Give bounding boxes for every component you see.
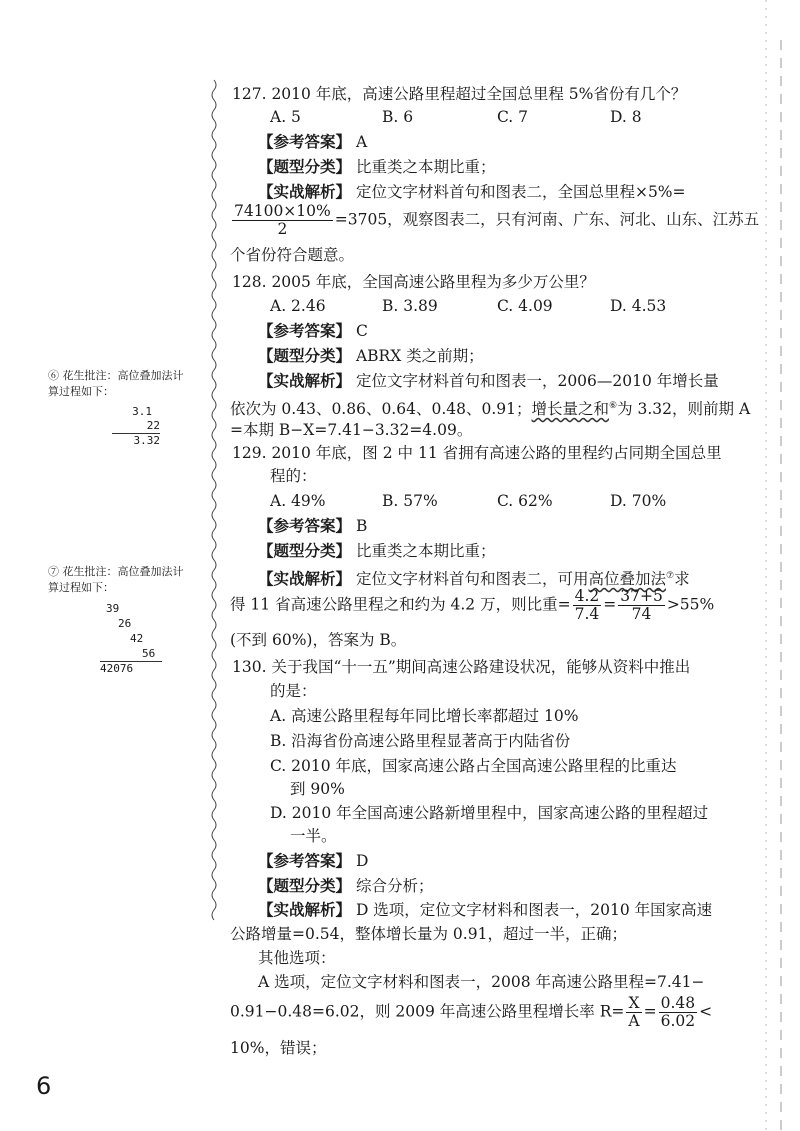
- fraction-denominator: 6.02: [660, 1012, 696, 1030]
- q129-analysis-line1-pre: 定位文字材料首句和图表二，可用: [355, 570, 589, 589]
- q128-type: ABRX 类之前期；: [355, 347, 484, 365]
- q128-analysis-line2-pre: 依次为 0.43、0.86、0.64、0.48、0.91；: [230, 400, 532, 419]
- q130-stem-line2: 的是：: [270, 682, 317, 700]
- q130-other-label: 其他选项：: [258, 949, 336, 967]
- note-ref-7: ⑦: [665, 571, 675, 581]
- q129-fraction-2: [618, 588, 665, 623]
- q130-analysis-row: [258, 900, 712, 920]
- q128-analysis-line2-post: 为 3.32，则前期 A: [617, 400, 751, 419]
- q130-a-line2-post: <: [699, 1002, 713, 1021]
- q129-stem-line2: 程的：: [270, 467, 317, 485]
- q129-stem-line1: 129. 2010 年底，图 2 中 11 省拥有高速公路的里程约占同期全国总里: [232, 444, 722, 462]
- page-number: 6: [36, 1072, 52, 1100]
- analysis-label: 【实战解析】: [258, 371, 352, 390]
- q128-option-d: D. 4.53: [610, 297, 667, 315]
- margin-wavy-divider: [212, 80, 216, 920]
- side-note-7-title2: 算过程如下：: [48, 581, 114, 594]
- q130-answer-row: [258, 851, 368, 871]
- q130-option-c-line2: 到 90%: [290, 780, 345, 798]
- q130-type-row: [258, 876, 433, 896]
- q129-analysis-row: [258, 566, 690, 589]
- q127-fraction: [232, 203, 333, 238]
- q127-analysis-line1: 定位文字材料首句和图表二，全国总里程×5%=: [355, 183, 686, 201]
- side-note-7-title: ⑦ 花生批注：高位叠加法计: [48, 565, 184, 578]
- q129-type: 比重类之本期比重；: [355, 542, 496, 560]
- q127-analysis-row: [258, 182, 686, 202]
- side-note-6-calc-2: 22: [146, 419, 160, 432]
- q127-option-b: B. 6: [382, 108, 414, 126]
- q129-answer: B: [355, 517, 368, 535]
- q128-type-row: [258, 346, 484, 366]
- q129-type-row: [258, 541, 495, 561]
- q128-option-c: C. 4.09: [497, 297, 553, 315]
- q130-fraction-1: [626, 995, 641, 1030]
- q128-analysis-row: [258, 371, 719, 391]
- q129-option-a: A. 49%: [270, 492, 326, 510]
- analysis-label: 【实战解析】: [258, 900, 352, 919]
- q127-type: 比重类之本期比重；: [355, 158, 496, 176]
- q130-answer: D: [355, 852, 369, 870]
- q130-type: 综合分析；: [355, 877, 434, 895]
- fraction-denominator: A: [628, 1012, 640, 1030]
- q128-option-b: B. 3.89: [382, 297, 438, 315]
- q128-option-a: A. 2.46: [270, 297, 326, 315]
- equals-sign: =: [643, 1002, 657, 1021]
- fraction-numerator: 37+5: [620, 587, 663, 605]
- q130-option-c-line1: C. 2010 年底，国家高速公路占全国高速公路里程的比重达: [270, 757, 677, 775]
- side-note-7-calc-1: 39: [106, 602, 120, 615]
- fraction-denominator: 74: [631, 605, 652, 623]
- q130-analysis-line1: D 选项，定位文字材料和图表一，2010 年国家高速: [355, 901, 713, 919]
- fraction-denominator: 7.4: [574, 605, 600, 623]
- q130-stem-line1: 130. 关于我国“十一五”期间高速公路建设状况，能够从资料中推出: [232, 658, 691, 676]
- q129-analysis-line1-post: 求: [674, 570, 690, 589]
- answer-label: 【参考答案】: [258, 321, 352, 340]
- q129-analysis-line3: (不到 60%)，答案为 B。: [230, 631, 407, 649]
- fraction-denominator: 2: [277, 220, 288, 238]
- answer-label: 【参考答案】: [258, 132, 352, 151]
- q127-analysis-line2-text: =3705，观察图表二，只有河南、广东、河北、山东、江苏五: [334, 210, 760, 229]
- side-note-6-calc-3: 3.32: [133, 434, 160, 447]
- q127-option-a: A. 5: [270, 108, 301, 126]
- side-note-6-calc-1: 3.1: [132, 405, 152, 418]
- fraction-numerator: 0.48: [660, 994, 696, 1012]
- side-note-7-calc-2: 26: [118, 617, 132, 630]
- q128-wavy-phrase: 增长量之和: [531, 400, 610, 419]
- q130-option-a: A. 高速公路里程每年同比增长率都超过 10%: [270, 707, 579, 725]
- q129-option-c: C. 62%: [497, 492, 553, 510]
- type-label: 【题型分类】: [258, 346, 352, 365]
- q130-analysis-line2: 公路增量=0.54，整体增长量为 0.91，超过一半，正确；: [230, 925, 627, 943]
- q129-analysis-line2: [230, 588, 714, 623]
- q128-analysis-line3: =本期 B−X=7.41−3.32=4.09。: [230, 421, 473, 439]
- q129-option-d: D. 70%: [610, 492, 667, 510]
- q130-option-d-line2: 一半。: [290, 827, 337, 845]
- q127-option-c: C. 7: [497, 108, 529, 126]
- q129-analysis-line2-post: >55%: [666, 595, 715, 614]
- q129-analysis-line2-pre: 得 11 省高速公路里程之和约为 4.2 万，则比重=: [230, 595, 571, 614]
- type-label: 【题型分类】: [258, 541, 352, 560]
- answer-label: 【参考答案】: [258, 516, 352, 535]
- q128-analysis-line1: 定位文字材料首句和图表一，2006—2010 年增长量: [355, 372, 719, 390]
- q129-wavy-phrase: 高位叠加法: [588, 570, 666, 589]
- fraction-numerator: 4.2: [574, 587, 600, 605]
- q130-a-line2-pre: 0.91−0.48=6.02，则 2009 年高速公路里程增长率 R=: [230, 1002, 625, 1021]
- q130-a-line2: [230, 995, 712, 1030]
- q130-a-line1: A 选项，定位文字材料和图表一，2008 年高速公路里程=7.41−: [258, 973, 705, 991]
- q128-analysis-line2: [230, 396, 750, 419]
- side-note-7-calc-4: 56: [142, 647, 156, 660]
- q127-answer-row: [258, 132, 367, 152]
- side-note-7-calc-3: 42: [130, 632, 144, 645]
- q130-fraction-2: [659, 995, 698, 1030]
- q128-answer: C: [355, 322, 368, 340]
- fraction-numerator: X: [626, 995, 641, 1013]
- q130-option-b: B. 沿海省份高速公路里程显著高于内陆省份: [270, 732, 571, 750]
- q129-option-b: B. 57%: [382, 492, 438, 510]
- analysis-label: 【实战解析】: [258, 569, 352, 589]
- q127-answer: A: [355, 133, 368, 151]
- note-ref-6: ⑥: [609, 401, 618, 411]
- q130-option-d-line1: D. 2010 年全国高速公路新增里程中，国家高速公路的里程超过: [270, 804, 709, 822]
- q127-analysis-line2: [230, 203, 759, 238]
- q128-stem: 128. 2005 年底，全国高速公路里程为多少万公里？: [232, 273, 595, 291]
- analysis-label: 【实战解析】: [258, 182, 352, 201]
- q127-type-row: [258, 157, 495, 177]
- q127-option-d: D. 8: [610, 108, 642, 126]
- side-note-6-title2: 算过程如下：: [48, 385, 114, 398]
- q127-stem: 127. 2010 年底，高速公路里程超过全国总里程 5%省份有几个？: [232, 85, 687, 103]
- q129-fraction-1: [573, 588, 602, 623]
- answer-label: 【参考答案】: [258, 851, 352, 870]
- equals-sign: =: [603, 595, 617, 614]
- q127-analysis-line3: 个省份符合题意。: [230, 246, 355, 264]
- side-note-6-title: ⑥ 花生批注：高位叠加法计: [48, 369, 184, 382]
- type-label: 【题型分类】: [258, 157, 352, 176]
- q128-answer-row: [258, 321, 368, 341]
- q130-a-line3: 10%，错误；: [230, 1039, 327, 1057]
- type-label: 【题型分类】: [258, 876, 352, 895]
- side-note-7-calc-5: 42076: [100, 662, 134, 675]
- q129-answer-row: [258, 516, 367, 536]
- fraction-numerator: 74100×10%: [234, 202, 331, 220]
